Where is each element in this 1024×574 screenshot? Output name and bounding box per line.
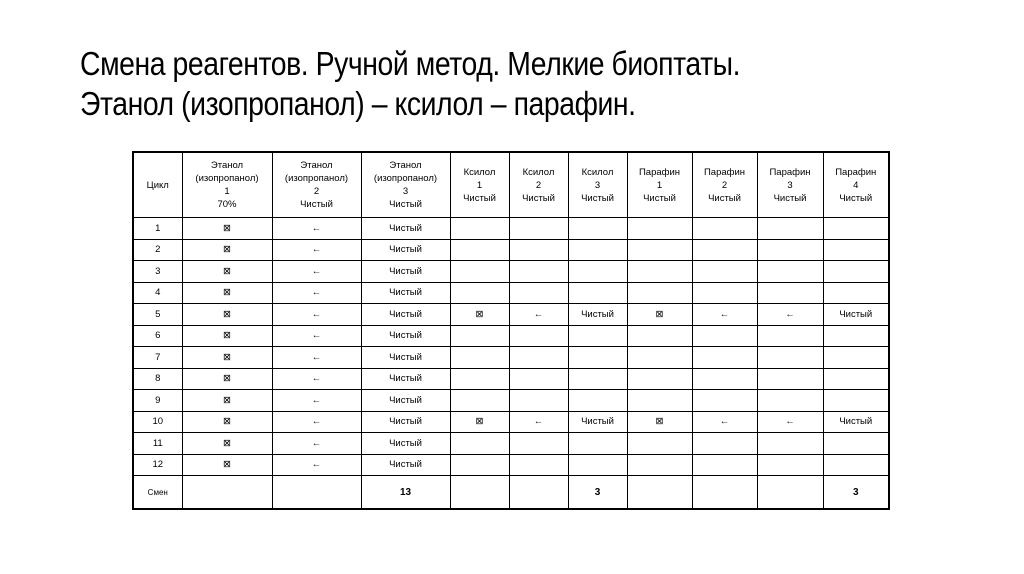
- cycle-number: 4: [133, 282, 182, 304]
- table-cell: [568, 433, 627, 455]
- table-row: [133, 433, 889, 455]
- table-cell: [627, 325, 692, 347]
- table-cell: Чистый: [823, 411, 889, 433]
- column-header-line: 1: [656, 179, 663, 191]
- table-cell: [509, 239, 568, 261]
- checkbox-mark-icon: ⊠: [182, 454, 272, 476]
- table-cell: [823, 368, 889, 390]
- table-cell: [568, 390, 627, 412]
- table-row: [133, 218, 889, 240]
- table-row: [133, 282, 889, 304]
- cycle-number: 7: [133, 347, 182, 369]
- table-cell: Чистый: [361, 390, 450, 412]
- table-row: [133, 325, 889, 347]
- column-header: [509, 152, 568, 218]
- column-header-line: (изопропанол): [284, 173, 349, 184]
- total-label: Смен: [133, 476, 182, 510]
- table-row: [133, 368, 889, 390]
- table-cell: [509, 433, 568, 455]
- total-cell: 3: [823, 476, 889, 510]
- table-cell: [509, 261, 568, 283]
- column-header-line: (изопропанол): [373, 173, 438, 184]
- column-header-line: Чистый: [773, 192, 807, 204]
- total-cell: [450, 476, 509, 510]
- arrow-left-icon: ←: [692, 411, 757, 433]
- table-cell: [509, 325, 568, 347]
- column-header-line: 3: [402, 186, 409, 197]
- table-cell: [450, 368, 509, 390]
- table-cell: [692, 239, 757, 261]
- table-cell: Чистый: [361, 239, 450, 261]
- header-row: [133, 152, 889, 218]
- arrow-left-icon: ←: [272, 433, 361, 455]
- table-cell: [509, 347, 568, 369]
- arrow-left-icon: ←: [692, 304, 757, 326]
- title-line-2: Этанол (изопропанол) – ксилол – парафин.: [80, 85, 636, 122]
- arrow-left-icon: ←: [272, 454, 361, 476]
- checkbox-mark-icon: ⊠: [182, 325, 272, 347]
- table-cell: [450, 282, 509, 304]
- checkbox-mark-icon: ⊠: [182, 411, 272, 433]
- table-cell: Чистый: [361, 433, 450, 455]
- table-cell: [509, 454, 568, 476]
- table-cell: [627, 368, 692, 390]
- cycle-number: 8: [133, 368, 182, 390]
- table-cell: [757, 239, 823, 261]
- table-cell: Чистый: [568, 411, 627, 433]
- table-row: [133, 261, 889, 283]
- column-header-line: Чистый: [643, 192, 676, 204]
- column-header-line: Чистый: [708, 192, 741, 204]
- cycle-number: 6: [133, 325, 182, 347]
- column-header-line: 1: [476, 179, 483, 191]
- column-header-line: 4: [853, 179, 859, 191]
- checkbox-mark-icon: ⊠: [627, 304, 692, 326]
- slide-title: [80, 44, 854, 124]
- total-row: [133, 476, 889, 510]
- table-cell: [692, 433, 757, 455]
- table-cell: Чистый: [361, 304, 450, 326]
- arrow-left-icon: ←: [272, 261, 361, 283]
- table-row: [133, 390, 889, 412]
- total-cell: [272, 476, 361, 510]
- table-cell: Чистый: [823, 304, 889, 326]
- arrow-left-icon: ←: [272, 411, 361, 433]
- arrow-left-icon: ←: [272, 239, 361, 261]
- column-header: [272, 152, 361, 218]
- table-cell: [823, 325, 889, 347]
- table-cell: [627, 218, 692, 240]
- column-header-line: (изопропанол): [195, 173, 259, 184]
- total-cell: [509, 476, 568, 510]
- table-cell: [823, 390, 889, 412]
- table-row: [133, 411, 889, 433]
- table-cell: [509, 368, 568, 390]
- arrow-left-icon: ←: [757, 304, 823, 326]
- table-cell: [568, 261, 627, 283]
- column-header: [361, 152, 450, 218]
- table-cell: [757, 261, 823, 283]
- table-cell: [450, 433, 509, 455]
- title-line-1: Смена реагентов. Ручной метод. Мелкие биоптаты.: [80, 45, 741, 82]
- checkbox-mark-icon: ⊠: [627, 411, 692, 433]
- column-header-line: 3: [594, 179, 601, 191]
- table-cell: [757, 390, 823, 412]
- total-cell: 13: [361, 476, 450, 510]
- column-header-line: 3: [787, 179, 793, 191]
- column-header: [182, 152, 272, 218]
- arrow-left-icon: ←: [272, 304, 361, 326]
- column-header: [823, 152, 889, 218]
- table-cell: [823, 282, 889, 304]
- column-header-line: Этанол: [389, 160, 422, 171]
- column-header-line: Этанол: [300, 160, 333, 171]
- column-header-line: 2: [313, 186, 320, 197]
- table-row: [133, 454, 889, 476]
- column-header-line: Ксилол: [463, 166, 496, 178]
- table-cell: [692, 347, 757, 369]
- table-cell: [450, 239, 509, 261]
- cycle-number: 5: [133, 304, 182, 326]
- table-cell: [823, 218, 889, 240]
- arrow-left-icon: ←: [509, 411, 568, 433]
- table-cell: Чистый: [568, 304, 627, 326]
- table-cell: [692, 218, 757, 240]
- table-cell: [627, 282, 692, 304]
- column-header-line: Ксилол: [522, 166, 555, 178]
- column-header-line: Чистый: [839, 192, 873, 204]
- column-header-line: Парафин: [835, 166, 877, 178]
- table-cell: [823, 433, 889, 455]
- column-header-line: Чистый: [389, 199, 422, 210]
- cycle-number: 10: [133, 411, 182, 433]
- checkbox-mark-icon: ⊠: [182, 304, 272, 326]
- cycle-number: 3: [133, 261, 182, 283]
- cycle-number: 9: [133, 390, 182, 412]
- table-cell: Чистый: [361, 347, 450, 369]
- table-cell: [450, 325, 509, 347]
- column-header-line: Парафин: [638, 166, 681, 178]
- table-row: [133, 239, 889, 261]
- column-header: [757, 152, 823, 218]
- table-cell: [509, 218, 568, 240]
- checkbox-mark-icon: ⊠: [182, 239, 272, 261]
- table-cell: Чистый: [361, 261, 450, 283]
- column-header-line: Этанол: [210, 160, 244, 171]
- column-header-line: 2: [721, 179, 728, 191]
- table-cell: [627, 433, 692, 455]
- table-cell: [627, 261, 692, 283]
- table-cell: [568, 239, 627, 261]
- checkbox-mark-icon: ⊠: [182, 261, 272, 283]
- total-cell: [182, 476, 272, 510]
- checkbox-mark-icon: ⊠: [182, 218, 272, 240]
- checkbox-mark-icon: ⊠: [182, 390, 272, 412]
- table-cell: [692, 390, 757, 412]
- table-cell: [823, 347, 889, 369]
- table-cell: [568, 454, 627, 476]
- table-cell: [692, 325, 757, 347]
- table-cell: [568, 282, 627, 304]
- column-header-line: Парафин: [703, 166, 746, 178]
- column-header: [692, 152, 757, 218]
- table-cell: Чистый: [361, 411, 450, 433]
- table-cell: Чистый: [361, 454, 450, 476]
- column-header-line: Цикл: [146, 179, 169, 191]
- table-row: [133, 304, 889, 326]
- total-cell: 3: [568, 476, 627, 510]
- column-header-line: Парафин: [769, 166, 811, 178]
- table-cell: [757, 218, 823, 240]
- cycle-number: 11: [133, 433, 182, 455]
- column-header-line: Чистый: [300, 199, 333, 210]
- cycle-number: 12: [133, 454, 182, 476]
- table-cell: [450, 390, 509, 412]
- column-header-line: 2: [535, 179, 542, 191]
- table-cell: [757, 433, 823, 455]
- checkbox-mark-icon: ⊠: [182, 347, 272, 369]
- arrow-left-icon: ←: [272, 218, 361, 240]
- arrow-left-icon: ←: [272, 325, 361, 347]
- total-cell: [757, 476, 823, 510]
- arrow-left-icon: ←: [272, 347, 361, 369]
- table-cell: [450, 454, 509, 476]
- reagent-table: [132, 151, 890, 510]
- table-cell: [450, 218, 509, 240]
- column-header-line: 1: [224, 186, 230, 197]
- table-cell: [692, 282, 757, 304]
- cycle-number: 2: [133, 239, 182, 261]
- table-cell: [757, 282, 823, 304]
- column-header: [133, 152, 182, 218]
- table-cell: [568, 325, 627, 347]
- column-header: [568, 152, 627, 218]
- checkbox-mark-icon: ⊠: [182, 433, 272, 455]
- table-cell: [757, 454, 823, 476]
- table-cell: Чистый: [361, 282, 450, 304]
- table-cell: [692, 261, 757, 283]
- table-cell: [627, 347, 692, 369]
- table-cell: [627, 239, 692, 261]
- table-cell: [757, 347, 823, 369]
- arrow-left-icon: ←: [509, 304, 568, 326]
- table-cell: [627, 390, 692, 412]
- column-header-line: Чистый: [581, 192, 614, 204]
- checkbox-mark-icon: ⊠: [182, 282, 272, 304]
- table-cell: [509, 390, 568, 412]
- table-cell: [568, 347, 627, 369]
- checkbox-mark-icon: ⊠: [450, 304, 509, 326]
- table-cell: [757, 325, 823, 347]
- table-cell: [692, 454, 757, 476]
- column-header-line: 70%: [217, 199, 237, 210]
- column-header: [627, 152, 692, 218]
- table-cell: [692, 368, 757, 390]
- checkbox-mark-icon: ⊠: [182, 368, 272, 390]
- column-header-line: Ксилол: [581, 166, 614, 178]
- table-cell: Чистый: [361, 368, 450, 390]
- table-cell: [823, 454, 889, 476]
- table-cell: [568, 368, 627, 390]
- total-cell: [627, 476, 692, 510]
- column-header: [450, 152, 509, 218]
- column-header-line: Чистый: [463, 192, 496, 204]
- table-cell: [823, 261, 889, 283]
- table-cell: Чистый: [361, 218, 450, 240]
- arrow-left-icon: ←: [272, 368, 361, 390]
- arrow-left-icon: ←: [272, 390, 361, 412]
- table-cell: [627, 454, 692, 476]
- checkbox-mark-icon: ⊠: [450, 411, 509, 433]
- table-cell: Чистый: [361, 325, 450, 347]
- table-cell: [757, 368, 823, 390]
- table-cell: [509, 282, 568, 304]
- table-cell: [450, 261, 509, 283]
- cycle-number: 1: [133, 218, 182, 240]
- total-cell: [692, 476, 757, 510]
- table-cell: [450, 347, 509, 369]
- table-cell: [823, 239, 889, 261]
- arrow-left-icon: ←: [272, 282, 361, 304]
- table-cell: [568, 218, 627, 240]
- arrow-left-icon: ←: [757, 411, 823, 433]
- table-row: [133, 347, 889, 369]
- column-header-line: Чистый: [522, 192, 555, 204]
